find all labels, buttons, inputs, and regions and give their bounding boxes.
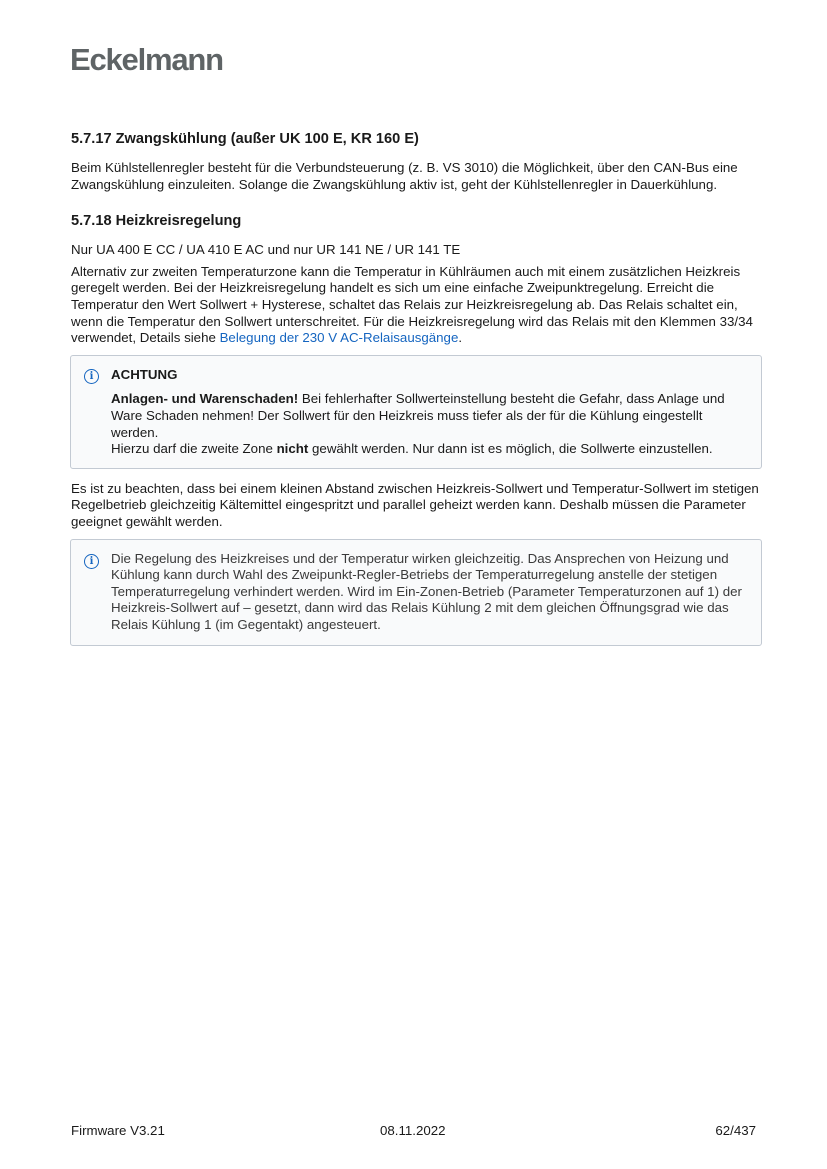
warning-line2-b: gewählt werden. Nur dann ist es möglich, die Sollwerte einzustellen. (308, 441, 713, 457)
footer-date: 08.11.2022 (380, 1123, 446, 1138)
section-title-heizkreisregelung: 5.7.18 Heizkreisregelung (71, 213, 242, 230)
warning-text (111, 391, 747, 441)
section-text-zwangskuehlung: Beim Kühlstellenregler besteht für die Verbundsteuerung (z. B. VS 3010) die Möglichkeit, über den CAN-Bus eine Zwangskühlung einzuleiten. Solange die Zwangskühlung aktiv ist, geht der Kühlstellenregler in Dauerkühlung. (71, 160, 738, 192)
applies-to-text: Nur UA 400 E CC / UA 410 E AC und nur UR 141 NE / UR 141 TE (71, 242, 461, 258)
warning-line2-a: Hierzu darf die zweite Zone (111, 441, 277, 457)
note-text: Die Regelung des Heizkreises und der Temperatur wirken gleichzeitig. Das Ansprechen von Heizung und Kühlung kann durch Wahl des Zweipunkt-Regler-Betriebs der Temperaturregelung anstelle der stetigen Temperaturregelung verhindert werden. Wird im Ein-Zonen-Betrieb (Parameter Temperaturzonen auf 1) der Heizkreis-Sollwert auf – gesetzt, dann wird das Relais Kühlung 2 mit dem gleichen Öffnungsgrad wie das Relais Kühlung 1 (im Gegentakt) angesteuert. (111, 550, 742, 632)
note-box (70, 539, 762, 647)
warning-body: Bei fehlerhafter Sollwerteinstellung besteht die Gefahr, dass Anlage und Ware Schaden nehmen! Der Sollwert für den Heizkreis muss tiefer als der für die Kühlung eingestellt werden. (111, 391, 725, 440)
eckelmann-logo: Eckelmann (70, 42, 223, 77)
warning-line2-bold: nicht (276, 441, 309, 457)
parameter-note-paragraph: Es ist zu beachten, dass bei einem kleinen Abstand zwischen Heizkreis-Sollwert und Temperatur-Sollwert im stetigen Regelbetrieb gleichzeitig Kältemittel eingespritzt und parallel geheizt werden kann. Deshalb müssen die Parameter geeignet gewählt werden. (71, 480, 759, 529)
heizkreis-text: Alternativ zur zweiten Temperaturzone kann die Temperatur in Kühlräumen auch mit einem zusätzlichen Heizkreis geregelt werden. Bei der Heizkreisregelung handelt es sich um eine einfache Zweipunktregelung. Erreicht die Temperatur den Wert Sollwert + Hysterese, schaltet das Relais zur Heizkreisregelung ab. Das Relais schaltet ein, wenn die Temperatur den Sollwert unterschreitet. Für die Heizkreisregelung wird das Relais mit den Klemmen 33/34 verwendet, Details siehe (71, 263, 753, 346)
page-content (71, 130, 759, 658)
info-circle-icon: i (84, 369, 99, 384)
section-title-zwangskuehlung: 5.7.17 Zwangskühlung (außer UK 100 E, KR 160 E) (71, 131, 419, 147)
text-end: . (458, 330, 463, 346)
warning-line2 (111, 441, 747, 458)
info-circle-icon: i (84, 554, 99, 569)
footer-firmware: Firmware V3.21 (71, 1123, 165, 1138)
footer-page-number: 62/437 (715, 1123, 756, 1138)
warning-bold-lead: Anlagen- und Warenschaden! (111, 391, 299, 407)
heizkreis-paragraph (71, 264, 759, 347)
warning-title: ACHTUNG (111, 366, 178, 382)
relay-assignment-link[interactable]: Belegung der 230 V AC-Relaisausgänge (219, 330, 459, 346)
warning-box (70, 355, 762, 469)
